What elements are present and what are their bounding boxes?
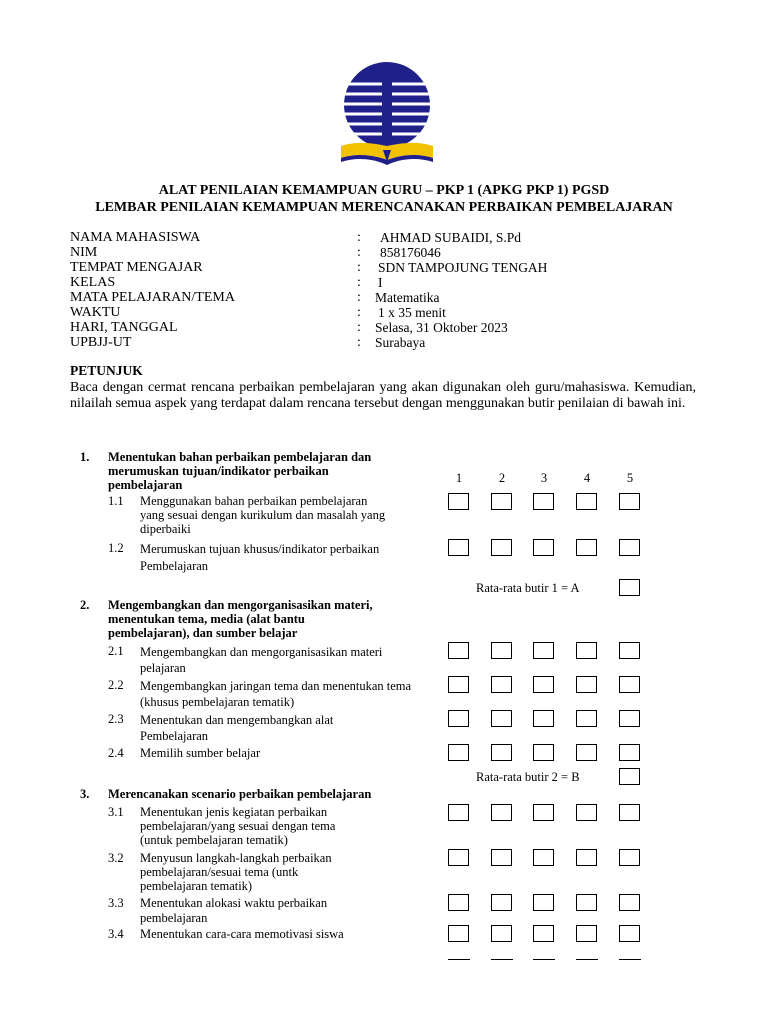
info-label-tanggal: HARI, TANGGAL bbox=[70, 320, 178, 335]
score-box[interactable] bbox=[619, 744, 640, 761]
score-box[interactable] bbox=[576, 493, 597, 510]
info-value-waktu: 1 x 35 menit bbox=[378, 305, 446, 320]
score-box[interactable] bbox=[619, 539, 640, 556]
score-box[interactable] bbox=[448, 804, 469, 821]
item-text: Merumuskan tujuan khusus/indikator perbaikan Pembelajaran bbox=[140, 542, 380, 573]
info-colon: : bbox=[357, 305, 361, 320]
scale-label-1: 1 bbox=[455, 471, 463, 485]
score-box[interactable] bbox=[491, 539, 512, 556]
score-box[interactable] bbox=[576, 676, 597, 693]
score-box[interactable] bbox=[576, 710, 597, 727]
cut-off-box-edge bbox=[619, 959, 641, 960]
item-number: 1.1 bbox=[108, 494, 124, 508]
info-value-tanggal: Selasa, 31 Oktober 2023 bbox=[375, 320, 508, 335]
info-colon: : bbox=[357, 320, 361, 335]
item-text: Menentukan cara-cara memotivasi siswa bbox=[140, 927, 344, 941]
score-box[interactable] bbox=[491, 744, 512, 761]
score-box[interactable] bbox=[448, 710, 469, 727]
info-colon: : bbox=[357, 290, 361, 305]
score-box[interactable] bbox=[619, 804, 640, 821]
score-box[interactable] bbox=[533, 804, 554, 821]
score-box[interactable] bbox=[576, 894, 597, 911]
score-box[interactable] bbox=[448, 642, 469, 659]
score-box[interactable] bbox=[576, 744, 597, 761]
score-box[interactable] bbox=[533, 894, 554, 911]
petunjuk-text: Baca dengan cermat rencana perbaikan pembelajaran yang akan digunakan oleh guru/mahasiswa. Kemudian, nilailah semua aspek yang terdapat dalam rencana tersebut dengan menggunakan butir penilaian di bawah ini. bbox=[70, 380, 696, 411]
info-label-mapel: MATA PELAJARAN/TEMA bbox=[70, 290, 235, 305]
item-number: 2.4 bbox=[108, 746, 124, 760]
score-box[interactable] bbox=[533, 493, 554, 510]
item-text: Memilih sumber belajar bbox=[140, 746, 261, 760]
average-label: Rata-rata butir 1 = A bbox=[476, 581, 580, 595]
average-box[interactable] bbox=[619, 579, 640, 596]
item-number: 3.2 bbox=[108, 851, 124, 865]
item-text: Mengembangkan jaringan tema dan menentukan tema (khusus pembelajaran tematik) bbox=[140, 679, 412, 709]
score-box[interactable] bbox=[491, 894, 512, 911]
item-text: Mengembangkan dan mengorganisasikan materi pelajaran bbox=[140, 645, 383, 675]
cut-off-box-edge bbox=[448, 959, 470, 960]
info-value-kelas: I bbox=[378, 275, 383, 290]
section-number: 3. bbox=[80, 787, 90, 801]
score-box[interactable] bbox=[533, 925, 554, 942]
info-value-nama: AHMAD SUBAIDI, S.Pd bbox=[380, 230, 522, 245]
score-box[interactable] bbox=[448, 849, 469, 866]
info-value-nim: 858176046 bbox=[380, 245, 441, 260]
item-number: 3.1 bbox=[108, 805, 124, 819]
score-box[interactable] bbox=[491, 493, 512, 510]
score-box[interactable] bbox=[448, 539, 469, 556]
score-box[interactable] bbox=[448, 744, 469, 761]
item-number: 2.3 bbox=[108, 712, 124, 726]
score-box[interactable] bbox=[619, 676, 640, 693]
info-colon: : bbox=[357, 335, 361, 350]
score-box[interactable] bbox=[576, 925, 597, 942]
section-number: 2. bbox=[80, 598, 90, 612]
score-box[interactable] bbox=[576, 642, 597, 659]
section-title: Mengembangkan dan mengorganisasikan materi, menentukan tema, media (alat bantu pembelajaran), dan sumber belajar bbox=[108, 598, 373, 640]
score-box[interactable] bbox=[619, 642, 640, 659]
section-title: Merencanakan scenario perbaikan pembelajaran bbox=[108, 787, 372, 801]
form-subtitle: LEMBAR PENILAIAN KEMAMPUAN MERENCANAKAN PERBAIKAN PEMBELAJARAN bbox=[95, 200, 673, 215]
score-box[interactable] bbox=[491, 849, 512, 866]
item-text: Menggunakan bahan perbaikan pembelajaran yang sesuai dengan kurikulum dan masalah yang diperbaiki bbox=[140, 494, 386, 536]
scale-label-2: 2 bbox=[498, 471, 506, 485]
info-label-waktu: WAKTU bbox=[70, 305, 121, 320]
info-label-kelas: KELAS bbox=[70, 275, 116, 290]
item-number: 2.2 bbox=[108, 678, 124, 692]
score-box[interactable] bbox=[491, 676, 512, 693]
score-box[interactable] bbox=[491, 925, 512, 942]
score-box[interactable] bbox=[533, 676, 554, 693]
form-title: ALAT PENILAIAN KEMAMPUAN GURU – PKP 1 (APKG PKP 1) PGSD bbox=[158, 183, 610, 198]
score-box[interactable] bbox=[619, 849, 640, 866]
score-box[interactable] bbox=[448, 676, 469, 693]
petunjuk-title: PETUNJUK bbox=[70, 363, 143, 378]
score-box[interactable] bbox=[576, 539, 597, 556]
item-text: Menentukan alokasi waktu perbaikan pembelajaran bbox=[140, 896, 328, 925]
item-number: 1.2 bbox=[108, 541, 124, 555]
info-label-upbjj: UPBJJ-UT bbox=[70, 335, 132, 350]
scale-label-4: 4 bbox=[583, 471, 591, 485]
score-box[interactable] bbox=[491, 710, 512, 727]
score-box[interactable] bbox=[619, 894, 640, 911]
score-box[interactable] bbox=[448, 894, 469, 911]
item-text: Menentukan dan mengembangkan alat Pembelajaran bbox=[140, 713, 334, 743]
score-box[interactable] bbox=[491, 642, 512, 659]
score-box[interactable] bbox=[533, 539, 554, 556]
score-box[interactable] bbox=[533, 710, 554, 727]
section-title: Menentukan bahan perbaikan pembelajaran dan merumuskan tujuan/indikator perbaikan pembelajaran bbox=[108, 450, 372, 492]
item-text: Menyusun langkah-langkah perbaikan pembelajaran/sesuai tema (untk pembelajaran tematik) bbox=[140, 851, 332, 893]
info-label-nama: NAMA MAHASISWA bbox=[70, 230, 201, 245]
cut-off-box-edge bbox=[533, 959, 555, 960]
score-box[interactable] bbox=[448, 493, 469, 510]
info-label-tempat: TEMPAT MENGAJAR bbox=[70, 260, 203, 275]
info-colon: : bbox=[357, 275, 361, 290]
info-colon: : bbox=[357, 245, 361, 260]
score-box[interactable] bbox=[533, 849, 554, 866]
scale-label-5: 5 bbox=[626, 471, 634, 485]
info-label-nim: NIM bbox=[70, 245, 98, 260]
info-value-upbjj: Surabaya bbox=[375, 335, 426, 350]
item-number: 3.4 bbox=[108, 927, 124, 941]
info-value-tempat: SDN TAMPOJUNG TENGAH bbox=[378, 260, 548, 275]
info-value-mapel: Matematika bbox=[375, 290, 440, 305]
average-box[interactable] bbox=[619, 768, 640, 785]
score-box[interactable] bbox=[533, 744, 554, 761]
score-box[interactable] bbox=[491, 804, 512, 821]
average-label: Rata-rata butir 2 = B bbox=[476, 770, 580, 784]
info-colon: : bbox=[357, 260, 361, 275]
score-box[interactable] bbox=[619, 710, 640, 727]
score-box[interactable] bbox=[533, 642, 554, 659]
score-box[interactable] bbox=[576, 849, 597, 866]
item-number: 3.3 bbox=[108, 896, 124, 910]
score-box[interactable] bbox=[619, 925, 640, 942]
score-box[interactable] bbox=[448, 925, 469, 942]
info-colon: : bbox=[357, 230, 361, 245]
cut-off-box-edge bbox=[576, 959, 598, 960]
section-number: 1. bbox=[80, 450, 90, 464]
score-box[interactable] bbox=[576, 804, 597, 821]
university-logo-icon bbox=[337, 62, 437, 172]
cut-off-box-edge bbox=[491, 959, 513, 960]
item-text: Menentukan jenis kegiatan perbaikan pembelajaran/yang sesuai dengan tema (untuk pembelajaran tematik) bbox=[140, 805, 336, 847]
score-box[interactable] bbox=[619, 493, 640, 510]
item-number: 2.1 bbox=[108, 644, 124, 658]
scale-label-3: 3 bbox=[540, 471, 548, 485]
